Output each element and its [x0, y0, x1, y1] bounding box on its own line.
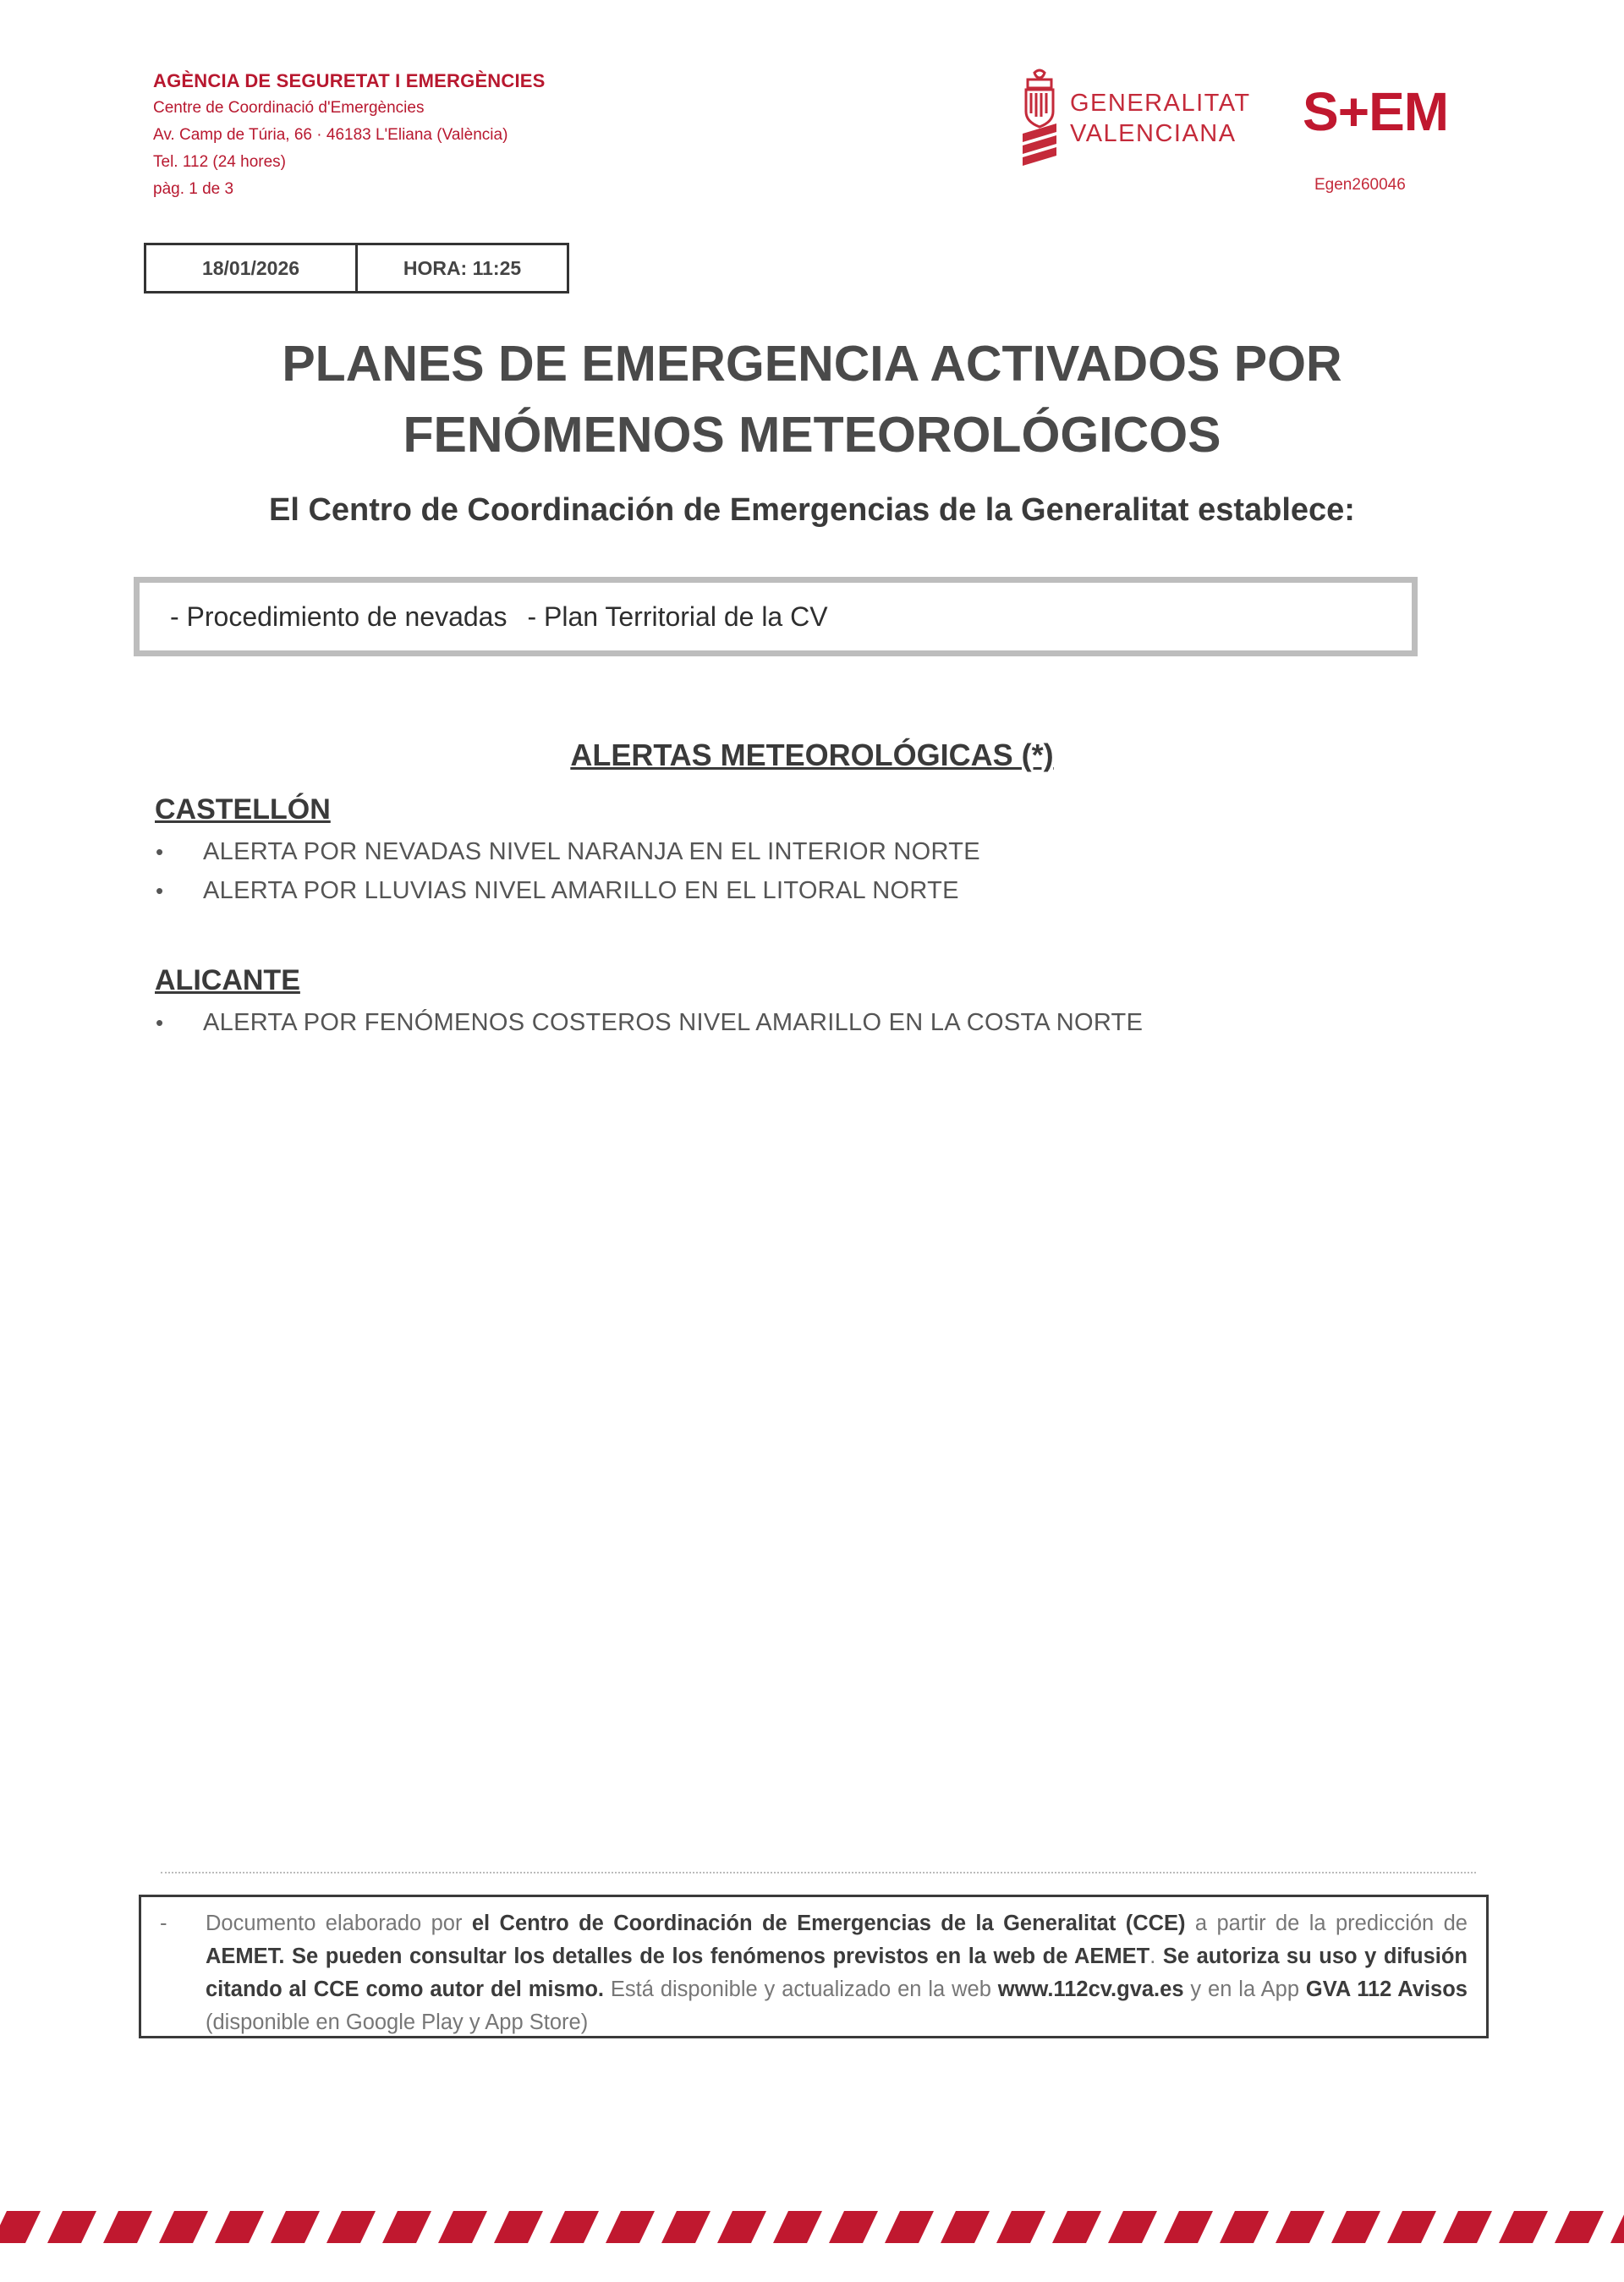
footer-bold-authorization: Se autoriza su uso y difusión citando al CCE como autor del mismo.: [206, 1945, 1468, 2001]
plan-snowfall-procedure: - Procedimiento de nevadas: [170, 601, 508, 632]
page-subtitle: El Centro de Coordinación de Emergencias de la Generalitat establece:: [269, 492, 1355, 528]
agency-header: [153, 68, 546, 203]
footer-text: .: [1149, 1945, 1163, 1968]
alert-item: • ALERTA POR NEVADAS NIVEL NARANJA EN EL INTERIOR NORTE: [152, 832, 980, 871]
page-title-line1: PLANES DE EMERGENCIA ACTIVADOS POR: [282, 336, 1342, 392]
stripe-segment: [215, 2211, 264, 2243]
stripe-segment: [550, 2211, 599, 2243]
stripe-segment: [1610, 2211, 1624, 2243]
stripe-segment: [885, 2211, 934, 2243]
agency-line-phone: Tel. 112 (24 hores): [153, 153, 287, 171]
footer-link-web[interactable]: www.112cv.gva.es: [997, 1978, 1184, 2001]
document-code: Egen260046: [1314, 176, 1406, 194]
footer-text: y en la App: [1183, 1978, 1306, 2001]
alert-list-castellon: [152, 832, 980, 910]
footer-text: Está disponible y actualizado en la web: [604, 1978, 998, 2001]
stripe-segment: [661, 2211, 710, 2243]
footer-disclaimer: [139, 1895, 1489, 2038]
agency-line-page: pàg. 1 de 3: [153, 180, 234, 198]
stripe-segment: [0, 2211, 41, 2243]
generalitat-logo-line1: GENERALITAT: [1070, 90, 1251, 117]
stripe-segment: [606, 2211, 655, 2243]
plan-territorial: - Plan Territorial de la CV: [527, 601, 828, 632]
stripe-segment: [382, 2211, 431, 2243]
stripe-segment: [271, 2211, 320, 2243]
stripe-segment: [996, 2211, 1045, 2243]
stripe-segment: [1052, 2211, 1101, 2243]
report-time: HORA: 11:25: [355, 245, 567, 291]
stripe-segment: [941, 2211, 990, 2243]
agency-line-address: Av. Camp de Túria, 66 · 46183 L'Eliana (València): [153, 126, 508, 144]
generalitat-logo: [1018, 68, 1263, 173]
coat-of-arms-icon: [1018, 68, 1062, 167]
alerts-heading: ALERTAS METEOROLÓGICAS (*): [570, 738, 1054, 772]
stripe-segment: [103, 2211, 152, 2243]
page-title: [0, 328, 1624, 470]
stripe-segment: [1443, 2211, 1492, 2243]
province-heading-alicante: ALICANTE: [155, 964, 300, 996]
stripe-segment: [1276, 2211, 1325, 2243]
footer-bold-cce: el Centro de Coordinación de Emergencias de la Generalitat (CCE): [471, 1912, 1186, 1935]
stripe-segment: [1499, 2211, 1548, 2243]
footer-divider: [161, 1872, 1476, 1873]
stripe-segment: [1555, 2211, 1604, 2243]
stripe-segment: [773, 2211, 822, 2243]
footer-text: Documento elaborado por: [206, 1912, 472, 1935]
footer-bold-aemet: AEMET. Se pueden consultar los detalles de los fenómenos previstos en la web de AEMET: [206, 1945, 1150, 1968]
activated-plans-box: [134, 577, 1418, 656]
stripe-segment: [829, 2211, 878, 2243]
province-heading-castellon: CASTELLÓN: [155, 793, 331, 826]
stripe-segment: [1331, 2211, 1380, 2243]
stripe-segment: [159, 2211, 208, 2243]
page-title-line2: FENÓMENOS METEOROLÓGICOS: [403, 407, 1221, 463]
stripe-segment: [438, 2211, 487, 2243]
footer-app-name: GVA 112 Avisos: [1305, 1978, 1468, 2001]
report-date: 18/01/2026: [201, 256, 300, 279]
stripe-segment: [1220, 2211, 1269, 2243]
footer-text: a partir de la predicción de: [1185, 1912, 1468, 1935]
stripe-segment: [1164, 2211, 1213, 2243]
agency-line-centre: Centre de Coordinació d'Emergències: [153, 99, 425, 117]
stripe-segment: [494, 2211, 543, 2243]
footer-dash: -: [160, 1912, 167, 1935]
decorative-stripe-border: [0, 2206, 1624, 2248]
stripe-segment: [1387, 2211, 1436, 2243]
stripe-segment: [47, 2211, 96, 2243]
generalitat-logo-text: [1070, 88, 1251, 149]
stripe-segment: [717, 2211, 766, 2243]
stripe-segment: [326, 2211, 376, 2243]
generalitat-logo-line2: VALENCIANA: [1070, 120, 1237, 147]
stripe-segment: [1108, 2211, 1157, 2243]
alert-item: • ALERTA POR LLUVIAS NIVEL AMARILLO EN EL LITORAL NORTE: [152, 871, 980, 910]
agency-name: AGÈNCIA DE SEGURETAT I EMERGÈNCIES: [153, 70, 546, 91]
footer-text: (disponible en Google Play y App Store): [206, 2010, 589, 2034]
sem-logo: S+EM: [1303, 81, 1449, 142]
alert-list-alicante: [152, 1003, 1143, 1042]
alert-item: • ALERTA POR FENÓMENOS COSTEROS NIVEL AMARILLO EN LA COSTA NORTE: [152, 1003, 1143, 1042]
date-time-box: [144, 243, 569, 293]
